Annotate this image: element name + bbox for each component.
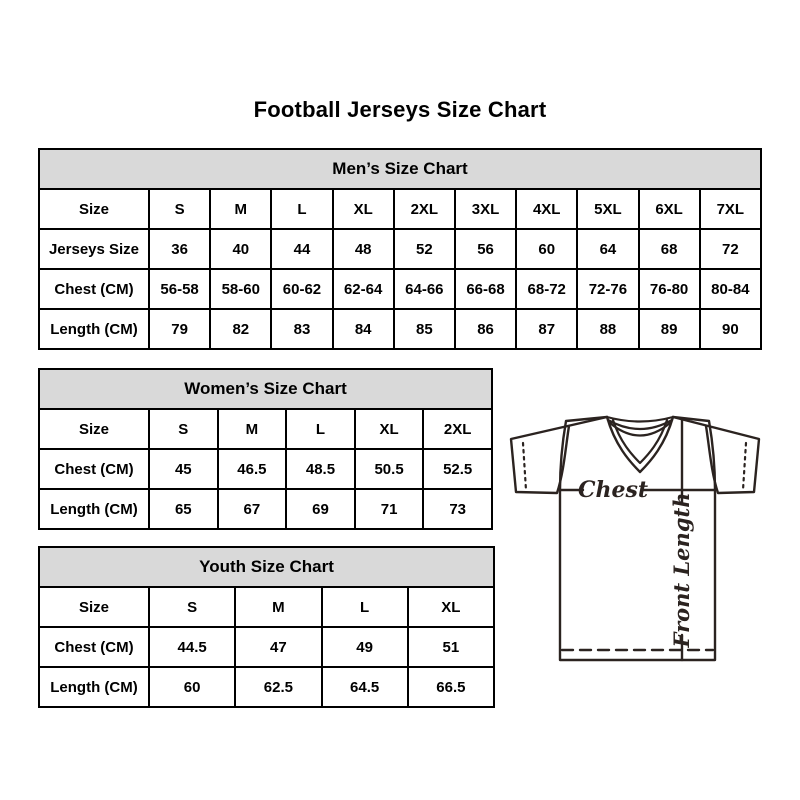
size-value-cell: 90 bbox=[700, 309, 761, 349]
table-row bbox=[39, 409, 492, 449]
table-row bbox=[39, 309, 761, 349]
table-row bbox=[39, 667, 494, 707]
row-label-cell: Length (CM) bbox=[39, 667, 149, 707]
size-value-cell: 64-66 bbox=[394, 269, 455, 309]
size-value-cell: 72-76 bbox=[577, 269, 638, 309]
chest-label: Chest bbox=[577, 477, 649, 503]
row-label-cell: Length (CM) bbox=[39, 309, 149, 349]
size-value-cell: 89 bbox=[639, 309, 700, 349]
size-value-cell: M bbox=[210, 189, 271, 229]
table-title-row bbox=[39, 547, 494, 587]
page-title: Football Jerseys Size Chart bbox=[253, 97, 547, 122]
size-value-cell: 44.5 bbox=[149, 627, 235, 667]
size-value-cell: 51 bbox=[408, 627, 494, 667]
size-value-cell: 56 bbox=[455, 229, 516, 269]
size-value-cell: 72 bbox=[700, 229, 761, 269]
size-value-cell: 60 bbox=[516, 229, 577, 269]
size-value-cell: 62-64 bbox=[333, 269, 394, 309]
size-value-cell: 69 bbox=[286, 489, 355, 529]
size-value-cell: 68 bbox=[639, 229, 700, 269]
size-value-cell: 66-68 bbox=[455, 269, 516, 309]
mens-size-table bbox=[38, 148, 762, 350]
row-label-cell: Size bbox=[39, 189, 149, 229]
size-value-cell: 46.5 bbox=[218, 449, 287, 489]
size-value-cell: 68-72 bbox=[516, 269, 577, 309]
size-value-cell: 2XL bbox=[423, 409, 492, 449]
size-value-cell: 66.5 bbox=[408, 667, 494, 707]
size-value-cell: L bbox=[271, 189, 332, 229]
jersey-right-cuff-stitch-line bbox=[743, 443, 746, 490]
size-value-cell: 52.5 bbox=[423, 449, 492, 489]
table-row bbox=[39, 189, 761, 229]
row-label-cell: Chest (CM) bbox=[39, 269, 149, 309]
size-value-cell: 44 bbox=[271, 229, 332, 269]
size-value-cell: 60-62 bbox=[271, 269, 332, 309]
size-value-cell: M bbox=[235, 587, 321, 627]
table-row bbox=[39, 229, 761, 269]
table-row bbox=[39, 269, 761, 309]
size-value-cell: L bbox=[286, 409, 355, 449]
size-value-cell: L bbox=[322, 587, 408, 627]
size-value-cell: 47 bbox=[235, 627, 321, 667]
size-value-cell: 85 bbox=[394, 309, 455, 349]
size-value-cell: S bbox=[149, 189, 210, 229]
row-label-cell: Size bbox=[39, 409, 149, 449]
size-value-cell: 62.5 bbox=[235, 667, 321, 707]
size-value-cell: 87 bbox=[516, 309, 577, 349]
jersey-collar-top-line bbox=[607, 417, 673, 422]
row-label-cell: Size bbox=[39, 587, 149, 627]
size-value-cell: 50.5 bbox=[355, 449, 424, 489]
table-row bbox=[39, 587, 494, 627]
size-value-cell: 3XL bbox=[455, 189, 516, 229]
size-value-cell: 49 bbox=[322, 627, 408, 667]
row-label-cell: Jerseys Size bbox=[39, 229, 149, 269]
size-value-cell: S bbox=[149, 587, 235, 627]
size-value-cell: M bbox=[218, 409, 287, 449]
table-title-row bbox=[39, 369, 492, 409]
size-value-cell: 64.5 bbox=[322, 667, 408, 707]
size-value-cell: 56-58 bbox=[149, 269, 210, 309]
size-value-cell: 60 bbox=[149, 667, 235, 707]
table-title: Women’s Size Chart bbox=[39, 369, 492, 409]
size-value-cell: 83 bbox=[271, 309, 332, 349]
size-value-cell: 40 bbox=[210, 229, 271, 269]
table-title: Men’s Size Chart bbox=[39, 149, 761, 189]
size-value-cell: 52 bbox=[394, 229, 455, 269]
size-value-cell: XL bbox=[333, 189, 394, 229]
row-label-cell: Length (CM) bbox=[39, 489, 149, 529]
size-value-cell: 6XL bbox=[639, 189, 700, 229]
table-row bbox=[39, 627, 494, 667]
size-value-cell: XL bbox=[408, 587, 494, 627]
size-value-cell: 71 bbox=[355, 489, 424, 529]
size-value-cell: 48.5 bbox=[286, 449, 355, 489]
size-value-cell: 79 bbox=[149, 309, 210, 349]
size-value-cell: XL bbox=[355, 409, 424, 449]
table-title: Youth Size Chart bbox=[39, 547, 494, 587]
size-value-cell: 82 bbox=[210, 309, 271, 349]
size-value-cell: 84 bbox=[333, 309, 394, 349]
size-value-cell: 58-60 bbox=[210, 269, 271, 309]
jersey-right-sleeve bbox=[673, 417, 759, 493]
size-value-cell: 76-80 bbox=[639, 269, 700, 309]
size-value-cell: 80-84 bbox=[700, 269, 761, 309]
table-row bbox=[39, 489, 492, 529]
size-value-cell: 36 bbox=[149, 229, 210, 269]
size-value-cell: 88 bbox=[577, 309, 638, 349]
size-value-cell: 45 bbox=[149, 449, 218, 489]
size-value-cell: 2XL bbox=[394, 189, 455, 229]
size-value-cell: 67 bbox=[218, 489, 287, 529]
size-value-cell: 65 bbox=[149, 489, 218, 529]
front-length-label: Front Length bbox=[669, 492, 694, 648]
womens-size-table bbox=[38, 368, 493, 530]
size-value-cell: 7XL bbox=[700, 189, 761, 229]
jersey-measurement-diagram bbox=[502, 404, 768, 668]
size-value-cell: 64 bbox=[577, 229, 638, 269]
size-value-cell: 48 bbox=[333, 229, 394, 269]
table-title-row bbox=[39, 149, 761, 189]
size-value-cell: S bbox=[149, 409, 218, 449]
size-value-cell: 73 bbox=[423, 489, 492, 529]
size-value-cell: 5XL bbox=[577, 189, 638, 229]
size-value-cell: 86 bbox=[455, 309, 516, 349]
size-value-cell: 4XL bbox=[516, 189, 577, 229]
table-row bbox=[39, 449, 492, 489]
row-label-cell: Chest (CM) bbox=[39, 627, 149, 667]
jersey-left-cuff-stitch-line bbox=[523, 443, 526, 490]
row-label-cell: Chest (CM) bbox=[39, 449, 149, 489]
youth-size-table bbox=[38, 546, 495, 708]
